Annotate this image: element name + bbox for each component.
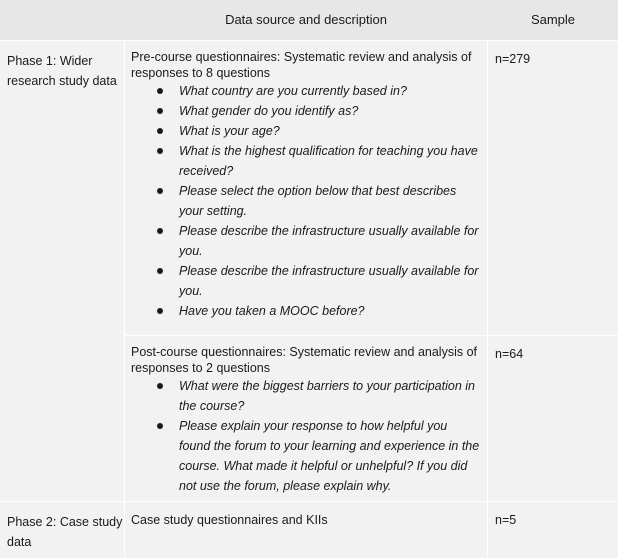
phase1-label: Phase 1: Wider research study data [0, 41, 124, 501]
phase2-sample: n=5 [488, 502, 618, 558]
question-text: What were the biggest barriers to your participation in the course? [179, 379, 475, 413]
bullet-icon [157, 88, 163, 94]
bullet-icon [157, 423, 163, 429]
phase2-label: Phase 2: Case study data [0, 502, 124, 558]
pre-course-sample: n=279 [488, 41, 618, 335]
question-text: Please explain your response to how helpful you found the forum to your learning and experience in the course. What made it helpful or unhelpful? If you did not use the forum, please explain why. [179, 419, 480, 493]
post-course-description [125, 336, 487, 501]
list-item [131, 81, 481, 101]
header-empty-cell [0, 0, 124, 40]
post-course-intro: Post-course questionnaires: Systematic review and analysis of responses to 2 questions [131, 345, 477, 375]
header-description: Data source and description [225, 12, 387, 27]
list-item [131, 301, 481, 321]
list-item [131, 376, 481, 416]
table-header [0, 0, 618, 40]
question-text: What gender do you identify as? [179, 104, 359, 118]
bullet-icon [157, 188, 163, 194]
list-item [131, 221, 481, 261]
list-item [131, 121, 481, 141]
header-sample: Sample [530, 12, 576, 27]
phase2-description: Case study questionnaires and KIIs [125, 502, 487, 558]
question-text: Please select the option below that best describes your setting. [179, 184, 457, 218]
list-item [131, 181, 481, 221]
question-text: What country are you currently based in? [179, 84, 407, 98]
bullet-icon [157, 308, 163, 314]
list-item [131, 261, 481, 301]
list-item [131, 416, 481, 496]
question-text: What is the highest qualification for teaching you have received? [179, 144, 478, 178]
list-item [131, 101, 481, 121]
question-text: What is your age? [179, 124, 280, 138]
question-text: Have you taken a MOOC before? [179, 304, 365, 318]
pre-course-intro: Pre-course questionnaires: Systematic review and analysis of responses to 8 questions [131, 50, 472, 80]
bullet-icon [157, 128, 163, 134]
post-course-sample: n=64 [488, 336, 618, 501]
pre-course-question-list [131, 81, 481, 321]
question-text: Please describe the infrastructure usually available for you. [179, 264, 479, 298]
pre-course-description [125, 41, 487, 335]
list-item [131, 141, 481, 181]
bullet-icon [157, 228, 163, 234]
bullet-icon [157, 108, 163, 114]
post-course-question-list [131, 376, 481, 496]
bullet-icon [157, 268, 163, 274]
question-text: Please describe the infrastructure usually available for you. [179, 224, 479, 258]
bullet-icon [157, 148, 163, 154]
bullet-icon [157, 383, 163, 389]
